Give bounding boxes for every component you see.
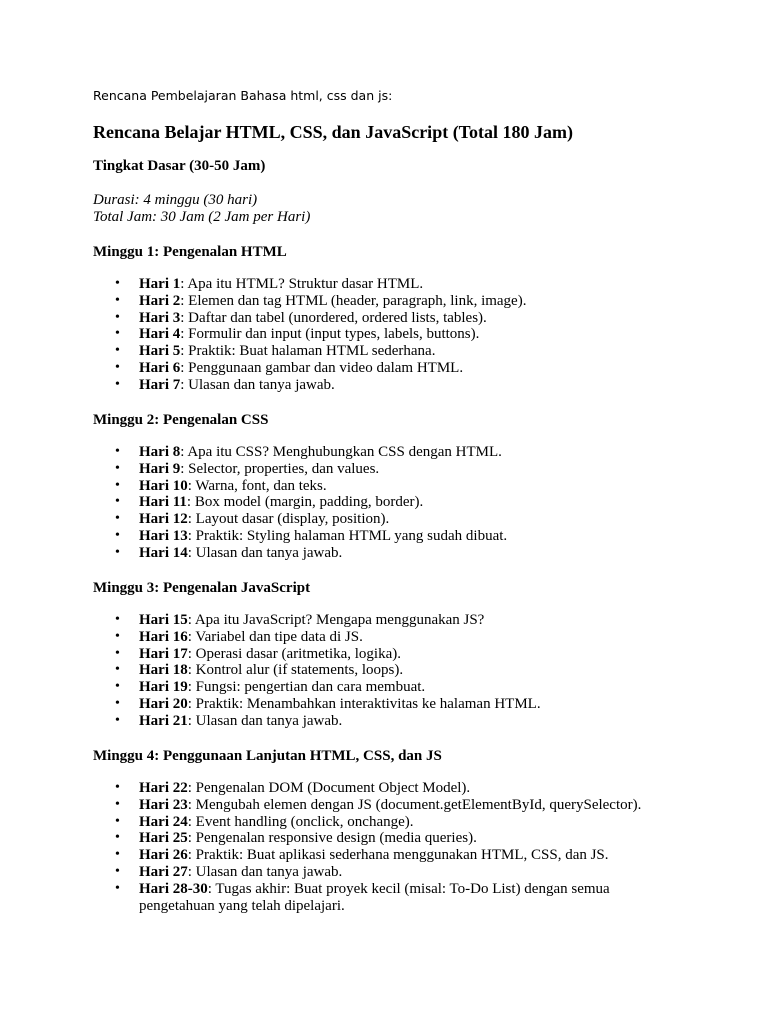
duration-info (93, 192, 310, 225)
bullet-icon: • (115, 628, 120, 644)
week-1-heading: Minggu 1: Pengenalan HTML (93, 244, 287, 260)
bullet-icon: • (115, 527, 120, 543)
bullet-icon: • (115, 343, 120, 359)
list-item (0, 528, 768, 545)
day-text: : Ulasan dan tanya jawab. (187, 544, 343, 561)
week-4-day-list (0, 780, 768, 914)
day-text: : Praktik: Buat halaman HTML sederhana. (180, 343, 436, 360)
week-3-heading: Minggu 3: Pengenalan JavaScript (93, 580, 311, 596)
list-item (0, 696, 768, 713)
day-label: Hari 12 (139, 511, 188, 528)
list-item (0, 276, 768, 293)
day-label: Hari 1 (139, 276, 181, 292)
bullet-icon: • (115, 460, 120, 476)
day-label: Hari 18 (139, 662, 188, 679)
list-item (0, 646, 768, 663)
list-item (0, 494, 768, 511)
list-item (0, 780, 768, 797)
day-label: Hari 20 (139, 695, 188, 712)
day-text: : Variabel dan tipe data di JS. (187, 628, 363, 645)
bullet-icon: • (115, 712, 120, 728)
list-item (0, 478, 768, 495)
day-text: : Warna, font, dan teks. (187, 477, 327, 494)
bullet-icon: • (115, 813, 120, 829)
bullet-icon: • (115, 326, 120, 342)
day-label: Hari 19 (139, 679, 188, 696)
list-item (0, 881, 768, 915)
day-text: : Layout dasar (display, position). (187, 511, 390, 528)
week-4-heading: Minggu 4: Penggunaan Lanjutan HTML, CSS, dan JS (93, 748, 442, 764)
day-label: Hari 6 (139, 359, 181, 376)
week-3-day-list (0, 612, 768, 730)
bullet-icon: • (115, 612, 120, 627)
document-title: Rencana Belajar HTML, CSS, dan JavaScript (Total 180 Jam) (93, 122, 574, 142)
bullet-icon: • (115, 292, 120, 308)
day-label: Hari 11 (139, 494, 187, 511)
day-label: Hari 2 (139, 292, 181, 309)
list-item (0, 377, 768, 394)
duration-line: Durasi: 4 minggu (30 hari) (93, 192, 258, 208)
level-heading: Tingkat Dasar (30-50 Jam) (93, 158, 266, 174)
list-item (0, 310, 768, 327)
day-text: : Kontrol alur (if statements, loops). (187, 662, 404, 679)
day-text: : Event handling (onclick, onchange). (187, 813, 414, 830)
list-item (0, 545, 768, 562)
list-item (0, 713, 768, 730)
bullet-icon: • (115, 494, 120, 510)
day-text: : Tugas akhir: Buat proyek kecil (misal: To-Do List) dengan semua pengetahuan yang telah dipelajari. (139, 880, 610, 914)
bullet-icon: • (115, 780, 120, 795)
list-item (0, 360, 768, 377)
day-label: Hari 10 (139, 477, 188, 494)
day-text: : Praktik: Buat aplikasi sederhana menggunakan HTML, CSS, dan JS. (187, 847, 609, 864)
day-text: : Ulasan dan tanya jawab. (187, 712, 343, 729)
bullet-icon: • (115, 847, 120, 863)
bullet-icon: • (115, 645, 120, 661)
day-label: Hari 17 (139, 645, 188, 662)
day-label: Hari 15 (139, 612, 188, 628)
list-item (0, 679, 768, 696)
list-item (0, 444, 768, 461)
bullet-icon: • (115, 511, 120, 527)
day-text: : Elemen dan tag HTML (header, paragraph, link, image). (180, 292, 527, 309)
list-item (0, 847, 768, 864)
bullet-icon: • (115, 309, 120, 325)
bullet-icon: • (115, 863, 120, 879)
day-text: : Daftar dan tabel (unordered, ordered lists, tables). (180, 309, 487, 326)
list-item (0, 830, 768, 847)
list-item (0, 293, 768, 310)
bullet-icon: • (115, 477, 120, 493)
day-label: Hari 14 (139, 544, 188, 561)
list-item (0, 814, 768, 831)
day-label: Hari 24 (139, 813, 188, 830)
day-label: Hari 3 (139, 309, 181, 326)
day-text: : Operasi dasar (aritmetika, logika). (187, 645, 402, 662)
list-item (0, 662, 768, 679)
bullet-icon: • (115, 880, 120, 896)
day-text: : Mengubah elemen dengan JS (document.getElementById, querySelector). (187, 796, 642, 813)
day-text: : Praktik: Menambahkan interaktivitas ke halaman HTML. (187, 695, 541, 712)
day-label: Hari 5 (139, 343, 181, 360)
day-label: Hari 8 (139, 444, 181, 460)
bullet-icon: • (115, 359, 120, 375)
day-label: Hari 13 (139, 527, 188, 544)
day-label: Hari 16 (139, 628, 188, 645)
list-item (0, 511, 768, 528)
week-2-heading: Minggu 2: Pengenalan CSS (93, 412, 269, 428)
day-label: Hari 28-30 (139, 880, 208, 897)
week-1-day-list (0, 276, 768, 394)
day-text: : Formulir dan input (input types, labels, buttons). (180, 326, 480, 343)
day-label: Hari 21 (139, 712, 188, 729)
bullet-icon: • (115, 830, 120, 846)
intro-line: Rencana Pembelajaran Bahasa html, css dan js: (93, 88, 393, 103)
bullet-icon: • (115, 276, 120, 291)
bullet-icon: • (115, 679, 120, 695)
day-label: Hari 23 (139, 796, 188, 813)
day-label: Hari 7 (139, 376, 181, 393)
bullet-icon: • (115, 444, 120, 459)
bullet-icon: • (115, 662, 120, 678)
day-label: Hari 25 (139, 830, 188, 847)
bullet-icon: • (115, 544, 120, 560)
day-text: : Pengenalan DOM (Document Object Model). (187, 780, 471, 796)
day-text: : Fungsi: pengertian dan cara membuat. (187, 679, 426, 696)
list-item (0, 797, 768, 814)
day-text: : Penggunaan gambar dan video dalam HTML. (180, 359, 464, 376)
list-item (0, 326, 768, 343)
bullet-icon: • (115, 376, 120, 392)
bullet-icon: • (115, 695, 120, 711)
day-text: : Box model (margin, padding, border). (186, 494, 424, 511)
bullet-icon: • (115, 796, 120, 812)
day-label: Hari 27 (139, 863, 188, 880)
week-2-day-list (0, 444, 768, 562)
day-text: : Apa itu JavaScript? Mengapa menggunakan JS? (187, 612, 485, 628)
day-label: Hari 22 (139, 780, 188, 796)
list-item (0, 864, 768, 881)
day-label: Hari 9 (139, 460, 181, 477)
day-text: : Praktik: Styling halaman HTML yang sudah dibuat. (187, 527, 508, 544)
total-hours-line: Total Jam: 30 Jam (2 Jam per Hari) (93, 208, 311, 225)
day-text: : Apa itu HTML? Struktur dasar HTML. (180, 276, 424, 292)
day-text: : Ulasan dan tanya jawab. (180, 376, 335, 393)
list-item (0, 461, 768, 478)
day-text: : Pengenalan responsive design (media queries). (187, 830, 477, 847)
day-text: : Ulasan dan tanya jawab. (187, 863, 343, 880)
list-item (0, 343, 768, 360)
day-text: : Apa itu CSS? Menghubungkan CSS dengan HTML. (180, 444, 502, 460)
list-item (0, 612, 768, 629)
day-label: Hari 26 (139, 847, 188, 864)
day-label: Hari 4 (139, 326, 181, 343)
list-item (0, 629, 768, 646)
day-text: : Selector, properties, dan values. (180, 460, 380, 477)
